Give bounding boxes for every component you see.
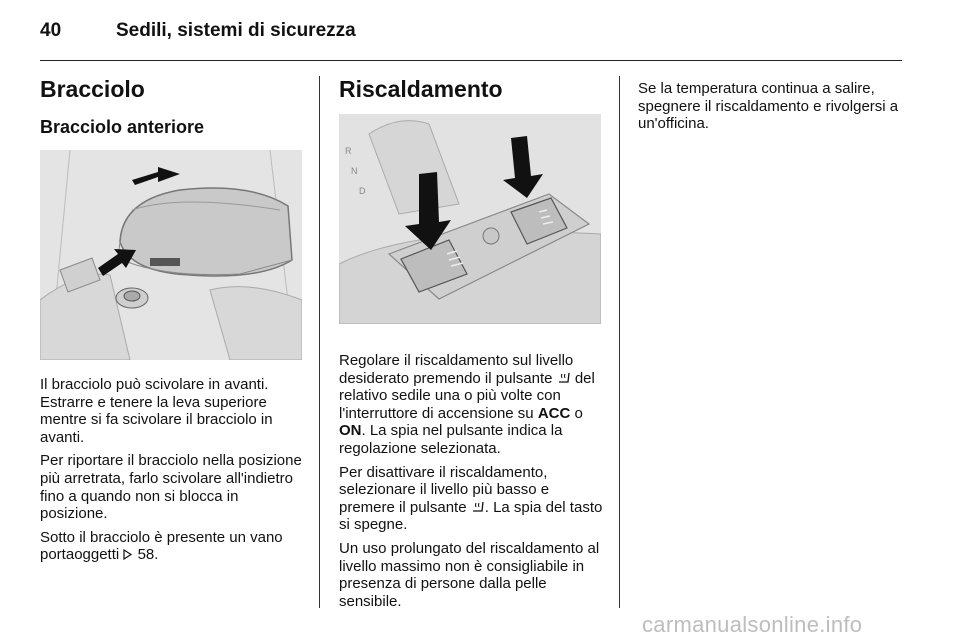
section-heading-riscaldamento: Riscaldamento (339, 76, 503, 102)
ignition-on-label: ON (339, 422, 362, 440)
middle-paragraph-2 (339, 464, 605, 534)
middle-column (339, 76, 605, 616)
middle-paragraph-1-c: . La spia nel pulsante indica la regolazione selezionata. (339, 422, 563, 457)
left-paragraph-3-text: Sotto il bracciolo è presente un vano portaoggetti (40, 528, 283, 564)
page-reference-arrow-icon (123, 549, 133, 560)
right-column (638, 80, 904, 139)
middle-paragraph-2-b: . La spia del tasto si spegne. (339, 498, 603, 534)
left-column (40, 76, 304, 570)
seat-heating-icon (557, 371, 571, 385)
svg-text:D: D (359, 186, 366, 196)
svg-text:R: R (345, 146, 352, 156)
middle-paragraph-1-b: del relativo sedile una o più volte con l'interruttore di accensione su (339, 369, 595, 422)
svg-text:N: N (351, 166, 358, 176)
middle-paragraph-1 (339, 352, 605, 458)
ignition-acc-label: ACC (537, 404, 571, 422)
header-rule (40, 60, 902, 61)
seat-heating-buttons-illustration (339, 114, 601, 324)
subheading-bracciolo-anteriore: Bracciolo anteriore (40, 117, 205, 137)
left-paragraph-3 (40, 529, 304, 564)
seat-heating-icon (471, 500, 485, 514)
page-header-title: Sedili, sistemi di sicurezza (116, 20, 356, 41)
middle-paragraph-3: Un uso prolungato del riscaldamento al livello massimo non è consigliabile in presenza di persone dalla pelle sensibile. (339, 539, 600, 610)
page-number: 40 (40, 20, 62, 41)
page-reference-number[interactable]: 58. (137, 546, 159, 564)
column-divider-2 (619, 76, 620, 608)
left-paragraph-2: Per riportare il bracciolo nella posizione più arretrata, farlo scivolare all'indietro fino a quando non si blocca in posizione. (40, 452, 302, 523)
right-paragraph-1: Se la temperatura continua a salire, spegnere il riscaldamento e rivolgersi a un'officina. (638, 80, 899, 133)
middle-paragraph-1-or: o (574, 404, 583, 422)
middle-paragraph-1-a: Regolare il riscaldamento sul livello desiderato premendo il pulsante (339, 352, 574, 387)
left-paragraph-1: Il bracciolo può scivolare in avanti. Estrarre e tenere la leva superiore mentre si fa scivolare il bracciolo in avanti. (40, 376, 273, 446)
watermark: carmanualsonline.info (642, 612, 863, 637)
middle-paragraph-2-a: Per disattivare il riscaldamento, selezionare il livello più basso e premere il pulsante (339, 463, 550, 516)
armrest-illustration (40, 150, 302, 360)
section-heading-bracciolo: Bracciolo (40, 76, 145, 102)
column-divider-1 (319, 76, 320, 608)
